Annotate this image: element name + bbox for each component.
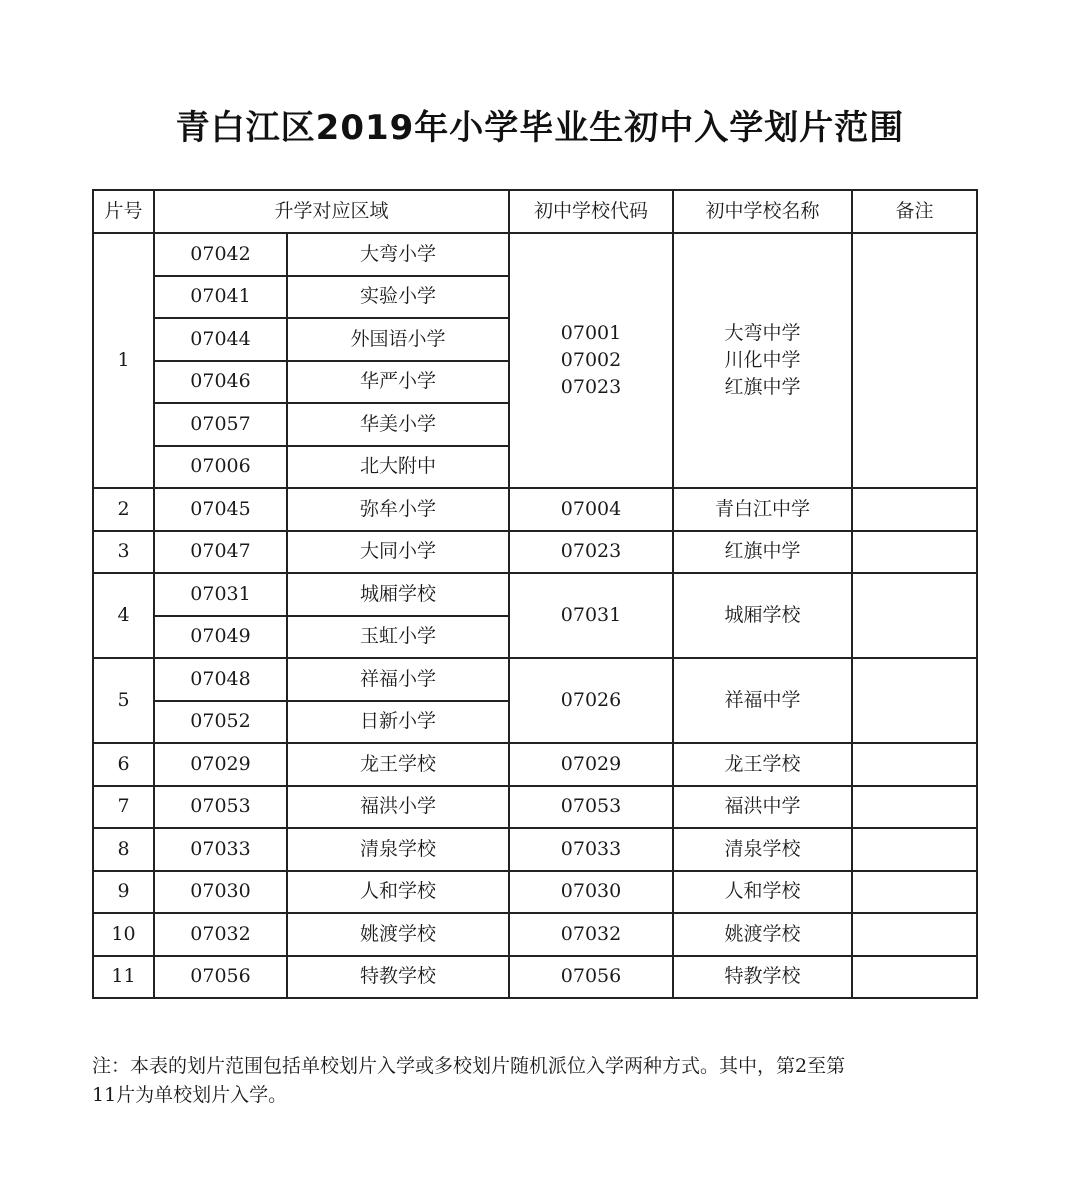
zoning-table (92, 189, 978, 999)
middle-school-codes (509, 658, 673, 743)
table-row (93, 786, 977, 829)
remark-cell (852, 871, 977, 914)
primary-school-code: 07042 (154, 233, 287, 276)
middle-school-name: 红旗中学 (724, 376, 801, 398)
remark-cell (852, 488, 977, 531)
middle-school-names (673, 531, 852, 574)
remark-cell (852, 743, 977, 786)
primary-school-name: 华严小学 (287, 361, 509, 404)
primary-school-name: 弥牟小学 (287, 488, 509, 531)
primary-school-name: 特教学校 (287, 956, 509, 999)
middle-school-codes (509, 871, 673, 914)
zone-number: 8 (93, 828, 154, 871)
table-row (93, 871, 977, 914)
middle-school-codes (509, 743, 673, 786)
middle-school-names (673, 871, 852, 914)
header-remark: 备注 (852, 190, 977, 233)
primary-school-name: 祥福小学 (287, 658, 509, 701)
remark-cell (852, 786, 977, 829)
middle-school-codes (509, 488, 673, 531)
remark-cell (852, 233, 977, 488)
middle-school-code: 07023 (560, 376, 622, 398)
primary-school-code: 07049 (154, 616, 287, 659)
middle-school-names (673, 233, 852, 488)
primary-school-code: 07057 (154, 403, 287, 446)
primary-school-code: 07045 (154, 488, 287, 531)
primary-school-code: 07031 (154, 573, 287, 616)
middle-school-code: 07030 (560, 880, 622, 903)
zone-number: 10 (93, 913, 154, 956)
middle-school-name: 姚渡学校 (724, 922, 801, 945)
primary-school-name: 实验小学 (287, 276, 509, 319)
table-body (93, 233, 977, 998)
table-row (93, 913, 977, 956)
table-row (93, 828, 977, 871)
table-row (93, 956, 977, 999)
header-area: 升学对应区域 (154, 190, 509, 233)
middle-school-code: 07056 (560, 965, 622, 988)
middle-school-names (673, 828, 852, 871)
zone-number: 11 (93, 956, 154, 999)
primary-school-code: 07052 (154, 701, 287, 744)
table-row (93, 743, 977, 786)
middle-school-name: 大弯中学 (724, 322, 801, 344)
primary-school-code: 07032 (154, 913, 287, 956)
primary-school-name: 人和学校 (287, 871, 509, 914)
middle-school-name: 清泉学校 (724, 837, 801, 860)
remark-cell (852, 956, 977, 999)
primary-school-name: 清泉学校 (287, 828, 509, 871)
zone-number: 3 (93, 531, 154, 574)
middle-school-name: 特教学校 (724, 965, 801, 988)
header-zone-no: 片号 (93, 190, 154, 233)
remark-cell (852, 828, 977, 871)
middle-school-code: 07031 (560, 604, 622, 626)
middle-school-name: 青白江中学 (715, 497, 811, 520)
primary-school-code: 07006 (154, 446, 287, 489)
remark-cell (852, 531, 977, 574)
middle-school-codes (509, 573, 673, 658)
primary-school-code: 07046 (154, 361, 287, 404)
middle-school-codes (509, 531, 673, 574)
remark-cell (852, 658, 977, 743)
middle-school-code: 07026 (560, 689, 622, 711)
middle-school-name: 红旗中学 (724, 540, 801, 563)
table-row (93, 233, 977, 276)
table-row (93, 573, 977, 616)
primary-school-code: 07047 (154, 531, 287, 574)
table-row (93, 658, 977, 701)
primary-school-name: 华美小学 (287, 403, 509, 446)
middle-school-codes (509, 956, 673, 999)
primary-school-name: 城厢学校 (287, 573, 509, 616)
zone-number: 1 (93, 233, 154, 488)
middle-school-name: 城厢学校 (724, 604, 801, 626)
header-middle-name: 初中学校名称 (673, 190, 852, 233)
middle-school-code: 07029 (560, 752, 622, 775)
middle-school-name: 福洪中学 (724, 795, 801, 818)
primary-school-code: 07044 (154, 318, 287, 361)
footnote-line: 注：本表的划片范围包括单校划片入学或多校划片随机派位入学两种方式。其中，第2至第 (92, 1055, 846, 1077)
middle-school-names (673, 488, 852, 531)
middle-school-code: 07033 (560, 837, 622, 860)
middle-school-code: 07004 (560, 497, 622, 520)
table-row (93, 531, 977, 574)
middle-school-name: 川化中学 (724, 349, 801, 371)
primary-school-code: 07053 (154, 786, 287, 829)
primary-school-name: 福洪小学 (287, 786, 509, 829)
primary-school-name: 玉虹小学 (287, 616, 509, 659)
middle-school-code: 07032 (560, 922, 622, 945)
middle-school-code: 07001 (560, 322, 622, 344)
remark-cell (852, 913, 977, 956)
middle-school-names (673, 786, 852, 829)
middle-school-names (673, 658, 852, 743)
primary-school-name: 大弯小学 (287, 233, 509, 276)
middle-school-names (673, 743, 852, 786)
document-title: 青白江区2019年小学毕业生初中入学划片范围 (175, 108, 905, 148)
zone-number: 5 (93, 658, 154, 743)
primary-school-name: 外国语小学 (287, 318, 509, 361)
primary-school-name: 北大附中 (287, 446, 509, 489)
middle-school-codes (509, 786, 673, 829)
primary-school-code: 07030 (154, 871, 287, 914)
middle-school-codes (509, 233, 673, 488)
zone-number: 6 (93, 743, 154, 786)
primary-school-name: 大同小学 (287, 531, 509, 574)
middle-school-name: 祥福中学 (724, 689, 801, 711)
middle-school-codes (509, 913, 673, 956)
primary-school-code: 07048 (154, 658, 287, 701)
primary-school-name: 日新小学 (287, 701, 509, 744)
middle-school-code: 07002 (560, 349, 622, 371)
middle-school-name: 龙王学校 (724, 752, 801, 775)
primary-school-name: 姚渡学校 (287, 913, 509, 956)
primary-school-code: 07033 (154, 828, 287, 871)
primary-school-code: 07041 (154, 276, 287, 319)
footnote-line: 11片为单校划片入学。 (92, 1084, 288, 1106)
middle-school-codes (509, 828, 673, 871)
primary-school-name: 龙王学校 (287, 743, 509, 786)
remark-cell (852, 573, 977, 658)
middle-school-name: 人和学校 (724, 880, 801, 903)
primary-school-code: 07029 (154, 743, 287, 786)
zone-number: 4 (93, 573, 154, 658)
footnote (92, 1052, 976, 1110)
zone-number: 2 (93, 488, 154, 531)
table-row (93, 488, 977, 531)
middle-school-code: 07053 (560, 795, 622, 818)
table-header-row (93, 190, 977, 233)
middle-school-code: 07023 (560, 540, 622, 563)
zone-number: 7 (93, 786, 154, 829)
middle-school-names (673, 956, 852, 999)
primary-school-code: 07056 (154, 956, 287, 999)
middle-school-names (673, 913, 852, 956)
header-middle-code: 初中学校代码 (509, 190, 673, 233)
zone-number: 9 (93, 871, 154, 914)
middle-school-names (673, 573, 852, 658)
